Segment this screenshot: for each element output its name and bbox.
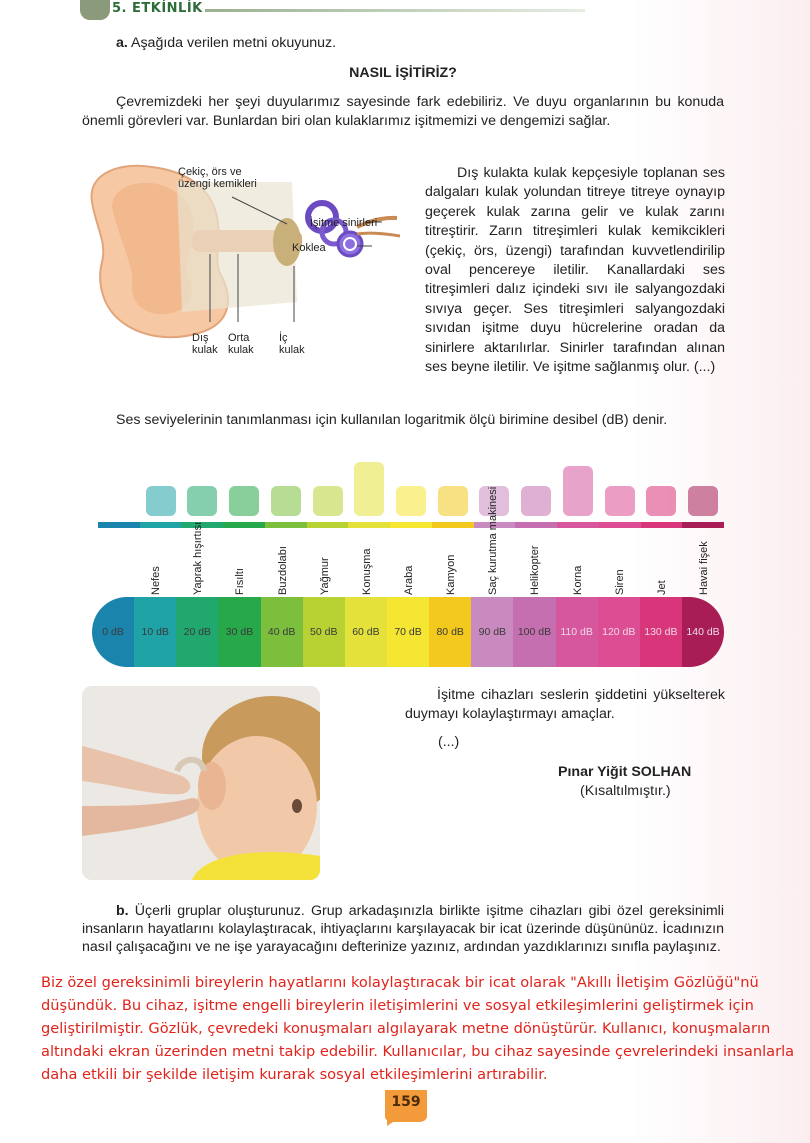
talking-people-icon xyxy=(354,462,384,516)
label-ossicles: Çekiç, örs ve üzengi kemikleri xyxy=(178,166,257,190)
intro-line xyxy=(116,34,336,53)
db-level-2: 20 dB xyxy=(176,597,218,667)
sound-source-labels xyxy=(92,486,724,595)
leaves-icon xyxy=(187,486,217,516)
author-name: Pınar Yiğit SOLHAN xyxy=(558,764,692,780)
task-b-text: Üçerli gruplar oluşturunuz. Grup arkadaşınızla birlikte işitme cihazları gibi özel gereksinimli insanların hayatlarını kolaylaştıracak, ihtiyaçlarını karşılayacak bir icat üzerinde düşününüz. İcadınızın nasıl çalışacağını ve ne işe yarayacağını defterinize yazınız, ardından yazdıklarınızı sınıfla paylaşınız. xyxy=(82,903,724,955)
page-title: NASIL İŞİTİRİZ? xyxy=(349,65,457,81)
firework-icon xyxy=(688,486,718,516)
label-nerve: İşitme sinirleri xyxy=(310,217,378,229)
source-label-10: Korna xyxy=(571,565,584,595)
line-segment-6 xyxy=(348,522,390,528)
line-segment-1 xyxy=(140,522,182,528)
cup-icon xyxy=(80,0,110,20)
source-label-6: Araba xyxy=(403,565,415,595)
horn-icon xyxy=(563,466,593,516)
intro-text: Aşağıda verilen metni okuyunuz. xyxy=(127,35,337,51)
source-label-1: Yaprak hışırtısı xyxy=(192,521,205,595)
source-label-4: Yağmur xyxy=(318,557,331,595)
student-answer: Biz özel gereksinimli bireylerin hayatlarını kolaylaştıracak bir icat olarak "Akıllı İletişim Gözlüğü"nü düşündük. Bu cihaz, işitme engelli bireylerin iletişimlerini ve sosyal etkileşimlerini geliştirmek için geliştirilmiştir. Gözlük, çevredeki konuşmaları algılayarak metne dönüştürür. Kullanıcı, konuşmaların altındaki ekran üzerinden metni takip edebilir. Kullanıcılar, bu cihaz sayesinde çevrelerindeki insanlarla daha etkili bir şekilde iletişim kurarak sosyal etkileşimlerini artırabilir. xyxy=(41,974,795,1083)
label-cochlea: Koklea xyxy=(292,242,326,254)
line-segment-13 xyxy=(641,522,683,528)
lungs-icon xyxy=(146,486,176,516)
header-divider xyxy=(205,9,585,12)
line-segment-12 xyxy=(599,522,641,528)
label-middle-ear: Orta kulak xyxy=(228,332,254,356)
db-level-5: 50 dB xyxy=(303,597,345,667)
db-level-8: 80 dB xyxy=(429,597,471,667)
source-label-11: Siren xyxy=(613,569,626,595)
source-label-3: Buzdolabı xyxy=(276,546,289,595)
rain-umbrella-icon xyxy=(313,486,343,516)
source-label-8: Saç kurutma makinesi xyxy=(487,486,500,595)
police-car-icon xyxy=(605,486,635,516)
db-level-1: 10 dB xyxy=(134,597,176,667)
activity-header: 5. ETKİNLİK xyxy=(112,1,203,16)
label-outer-ear: Dış kulak xyxy=(192,332,218,356)
source-label-5: Konuşma xyxy=(360,548,373,595)
fridge-icon xyxy=(271,486,301,516)
helicopter-icon xyxy=(521,486,551,516)
db-level-9: 90 dB xyxy=(471,597,513,667)
line-segment-0 xyxy=(98,522,140,528)
db-level-6: 60 dB xyxy=(345,597,387,667)
source-label-7: Kamyon xyxy=(445,554,458,595)
line-segment-10 xyxy=(515,522,557,528)
page-number: 159 xyxy=(391,1094,421,1110)
hearing-aid-photo xyxy=(82,686,320,880)
task-b xyxy=(82,902,724,956)
db-level-7: 70 dB xyxy=(387,597,429,667)
line-segment-14 xyxy=(682,522,724,528)
truck-icon xyxy=(438,486,468,516)
label-inner-ear: İç kulak xyxy=(279,332,305,356)
source-label-9: Helikopter xyxy=(529,545,542,595)
paragraph-3: Ses seviyelerinin tanımlanması için kullanılan logaritmik ölçü birimine desibel (dB) denir. xyxy=(116,412,668,428)
ear-anatomy-diagram xyxy=(82,162,412,357)
line-segment-5 xyxy=(307,522,349,528)
db-level-14: 140 dB xyxy=(682,597,724,667)
sound-source-icons xyxy=(98,458,724,524)
intro-prefix: a. xyxy=(116,35,128,51)
paragraph-2: Dış kulakta kulak kepçesiyle toplanan ses dalgaları kulak yolundan titreye titreye oynayıp geçerek kulak zarına gelir ve kulak zarını titreştirir. Zarın titreşimleri kulak kemikcikleri (çekiç, örs, üzengi) tarafından kuvvetlendirilip oval pencereye iletilir. Kanallardaki ses titreşimleri dalız içindeki sıvı ile salyangozdaki sıvıya geçer. Ses titreşimleri salyangozdaki sıvıdan işitme duyu hücrelerine oradan da sinirlere aktarılırlar. Sinirler tarafından alınan ses beyne iletilir. Ve işitme sağlanmış olur. (...) xyxy=(425,165,725,376)
abridged-note: (Kısaltılmıştır.) xyxy=(580,783,671,799)
line-segment-11 xyxy=(557,522,599,528)
source-label-2: Fısıltı xyxy=(234,568,247,595)
paragraph-4: İşitme cihazları seslerin şiddetini yükselterek duymayı kolaylaştırmayı amaçlar. xyxy=(405,687,725,722)
db-level-11: 110 dB xyxy=(556,597,598,667)
source-label-12: Jet xyxy=(655,580,668,595)
jet-icon xyxy=(646,486,676,516)
db-level-13: 130 dB xyxy=(640,597,682,667)
line-segment-4 xyxy=(265,522,307,528)
task-b-prefix: b. xyxy=(116,903,129,919)
source-label-0: Nefes xyxy=(150,566,163,595)
db-level-4: 40 dB xyxy=(261,597,303,667)
line-segment-7 xyxy=(390,522,432,528)
car-icon xyxy=(396,486,426,516)
db-level-12: 120 dB xyxy=(598,597,640,667)
whisper-people-icon xyxy=(229,486,259,516)
db-level-10: 100 dB xyxy=(513,597,555,667)
page-number-badge xyxy=(381,1086,431,1126)
db-level-3: 30 dB xyxy=(218,597,260,667)
ellipsis: (...) xyxy=(438,734,460,750)
line-segment-3 xyxy=(223,522,265,528)
paragraph-1: Çevremizdeki her şeyi duyularımız sayesinde fark edebiliriz. Ve duyu organlarının bu konuda önemli görevleri var. Bunlardan biri olan kulaklarımız işitmemizi ve dengemizi sağlar. xyxy=(82,94,724,129)
decibel-scale-bar xyxy=(92,597,724,667)
db-level-0: 0 dB xyxy=(92,597,134,667)
source-label-13: Havai fişek xyxy=(697,541,710,595)
line-segment-8 xyxy=(432,522,474,528)
